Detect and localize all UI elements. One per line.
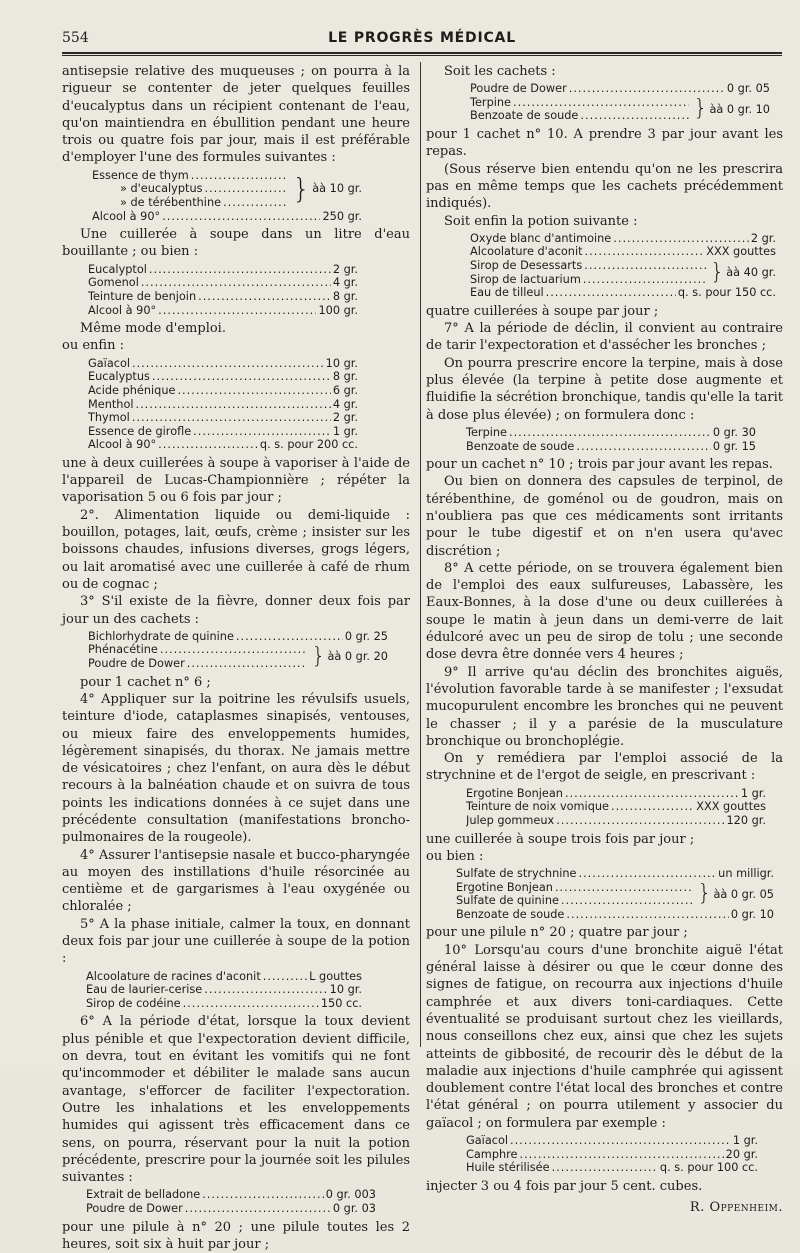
paragraph: 3° S'il existe de la fièvre, donner deux fois par jour un des cachets : [62, 594, 410, 627]
ingredient-quantity: 1 gr. [732, 1134, 758, 1148]
paragraph: injecter 3 ou 4 fois par jour 5 cent. cubes. [426, 1178, 703, 1194]
paragraph: On y remédiera par l'emploi associé de la strychnine et de l'ergot de seigle, en prescrivant : [426, 751, 783, 784]
prescription-inhalation-1 [92, 169, 362, 223]
ingredient-name: Essence de girofle [88, 424, 192, 438]
paragraph: On pourra prescrire encore la terpine, mais à dose plus élevée (la terpine à petite dose augmente et fluidifie la sécrétion bronchique, tandis qu'elle la tarit à dose plus élevée) ; on formulera donc : [426, 355, 783, 423]
paragraph: pour une pilule à n° 20 ; une pilule toutes les 2 heures, soit six à huit par jour ; [62, 1219, 410, 1252]
paragraph: 2°. Alimentation liquide ou demi-liquide : bouillon, potages, lait, œufs, crème ; insister sur les boissons chaudes, infusions diverses, grogs légers, ou lait aromatisé avec une cuillerée à café de rhum ou de cognac ; [62, 507, 410, 592]
brace: } [311, 644, 326, 670]
paragraph: Soit les cachets : [444, 64, 556, 79]
prescription-inhalation-3 [88, 357, 358, 452]
prescription-line [466, 1134, 758, 1148]
ingredient-name: Terpine [466, 425, 507, 439]
paragraph: ou enfin : [62, 338, 124, 354]
ingredient-name: Eucalyptol [88, 262, 147, 276]
paragraph: 4° Assurer l'antisepsie nasale et bucco-pharyngée au moyen des instillations d'huile résorcinée au centième et de gargarismes à l'eau oxygénée ou chloralée ; [62, 847, 410, 915]
paragraph: pour 1 cachet n° 6 ; [80, 674, 211, 690]
ingredient-name: Acide phénique [88, 383, 176, 397]
ingredient-quantity: 250 gr. [322, 209, 362, 223]
ingredient-quantity: 10 gr. [329, 983, 362, 997]
ingredient-name: Sulfate de quinine [456, 894, 559, 908]
prescription-line [86, 1188, 376, 1202]
prescription-line [466, 1161, 758, 1175]
prescription-line [86, 1202, 376, 1216]
prescription-cough-potion [86, 970, 362, 1011]
prescription-inhalation-2 [88, 263, 358, 317]
prescription-ergotine-julep [466, 787, 766, 828]
prescription-pills [86, 1188, 376, 1215]
ingredient-quantity: 1 gr. [332, 424, 358, 438]
ingredient-quantity: 4 gr. [332, 397, 358, 411]
header-rule-thick [62, 52, 782, 54]
brace: } [693, 96, 708, 122]
ingredient-name: Alcoolature de racines d'aconit [86, 969, 261, 983]
paragraph: ou bien : [426, 848, 484, 864]
paragraph: 8° A cette période, on se trouvera également bien de l'emploi des eaux sulfureuses, Labassère, les Eaux-Bonnes, à la dose d'une ou deux cuillerées à soupe le matin à jeun dans un demi-verre de lait édulcoré avec un peu de sirop de tolu ; une seconde dose devra être donnée vers 4 heures ; [426, 560, 783, 663]
paragraph: 5° A la phase initiale, calmer la toux, en donnant deux fois par jour une cuillerée à soupe de la potion : [62, 916, 410, 967]
paragraph: une cuillerée à soupe trois fois par jour ; [426, 831, 695, 847]
brace: } [697, 881, 712, 907]
ingredient-name: » d'eucalyptus [120, 182, 203, 196]
ingredient-name: Sirop de Desessarts [470, 259, 583, 273]
prescription-line [466, 1148, 758, 1162]
ingredient-quantity: 2 gr. [332, 411, 358, 425]
paragraph: pour une pilule n° 20 ; quatre par jour ; [426, 925, 688, 941]
prescription-line [88, 438, 358, 452]
right-column [426, 63, 783, 1216]
prescription-line [88, 384, 358, 398]
page-number: 554 [62, 30, 89, 46]
brace: } [710, 259, 725, 285]
prescription-line [88, 425, 358, 439]
paragraph: 9° Il arrive qu'au déclin des bronchites aiguës, l'évolution favorable tarde à se manifester ; l'exsudat mucopurulent encombre les bronches qui ne peuvent le chasser ; il y a parésie de la musculature bronchique ou bronchoplégie. [426, 664, 783, 749]
ingredient-quantity: 100 gr. [318, 303, 358, 317]
prescription-antimony-potion [470, 232, 776, 300]
prescription-line [466, 426, 756, 440]
author-signature: R. Oppenheim. [689, 1200, 783, 1216]
prescription-line [466, 800, 766, 814]
ingredient-name: Oxyde blanc d'antimoine [470, 231, 612, 245]
ingredient-name: Poudre de Dower [86, 1202, 183, 1216]
ingredient-name: Poudre de Dower [470, 82, 567, 96]
prescription-line [466, 787, 766, 801]
prescription-cachets-fever [88, 630, 388, 671]
paragraph: Soit enfin la potion suivante : [444, 213, 638, 229]
prescription-line [88, 276, 358, 290]
prescription-line [88, 370, 358, 384]
ingredient-quantity: 6 gr. [332, 383, 358, 397]
left-column [62, 63, 410, 1253]
ingredient-quantity: 0 gr. 03 [332, 1202, 376, 1216]
brace: } [292, 172, 311, 206]
ingredient-quantity: 4 gr. [332, 276, 358, 290]
ingredient-name: Eau de laurier-cerise [86, 983, 203, 997]
ingredient-quantity: àà 40 gr. [726, 265, 776, 279]
ingredient-quantity: àà 10 gr. [312, 182, 362, 196]
prescription-line [466, 814, 766, 828]
ingredient-quantity: L gouttes [309, 969, 362, 983]
ingredient-quantity: 0 gr. 003 [325, 1188, 376, 1202]
ingredient-quantity: 0 gr. 05 [726, 82, 770, 96]
ingredient-quantity: 0 gr. 30 [712, 425, 756, 439]
ingredient-name: Julep gommeux [466, 813, 555, 827]
ingredient-name: Alcool à 90° [92, 209, 161, 223]
ingredient-name: Gaïacol [88, 356, 130, 370]
prescription-line [88, 263, 358, 277]
ingredient-quantity: 0 gr. 15 [712, 439, 756, 453]
prescription-line [86, 997, 362, 1011]
ingredient-quantity: 10 gr. [325, 356, 358, 370]
ingredient-name: Thymol [88, 411, 130, 425]
ingredient-name: Benzoate de soude [456, 907, 565, 921]
ingredient-name: Eucalyptus [88, 370, 150, 384]
ingredient-name: Sirop de codéine [86, 996, 181, 1010]
prescription-line [86, 983, 362, 997]
paragraph: Même mode d'emploi. [80, 321, 226, 337]
ingredient-quantity: àà 0 gr. 10 [709, 102, 770, 116]
prescription-terpine-cachets [466, 426, 756, 453]
ingredient-quantity: 120 gr. [726, 813, 766, 827]
ingredient-name: Extrait de belladone [86, 1188, 201, 1202]
ingredient-name: » de térébenthine [120, 195, 222, 209]
paragraph: Une cuillerée à soupe dans un litre d'eau bouillante ; ou bien : [62, 227, 410, 260]
paragraph: 10° Lorsqu'au cours d'une bronchite aiguë l'état général laisse à désirer ou que le cœur donne des signes de fatigue, on recourra aux injections d'huile camphrée et aux divers toni-cardiaques. Cette éventualité se produisant surtout chez les vieillards, nous conseillons chez eux, ainsi que chez les sujets atteints de gibbosité, de recourir dès le début de la maladie aux injections d'huile camphrée qui agissent doublement contre l'état local des bronches et contre l'état général ; on pourra utilement y associer du gaïacol ; on formulera par exemple : [426, 942, 783, 1131]
prescription-line [88, 304, 358, 318]
prescription-camphor-oil [466, 1134, 758, 1175]
prescription-line [88, 357, 358, 371]
ingredient-name: Phénacétine [88, 643, 158, 657]
ingredient-quantity: 8 gr. [332, 289, 358, 303]
ingredient-name: Sirop de lactuarium [470, 272, 581, 286]
ingredient-quantity: q. s. pour 100 cc. [659, 1161, 758, 1175]
ingredient-name: Alcool à 90° [88, 303, 157, 317]
ingredient-name: Alcool à 90° [88, 438, 157, 452]
column-divider [420, 62, 421, 1047]
ingredient-quantity: àà 0 gr. 05 [713, 887, 774, 901]
prescription-strychnine-pills [456, 867, 774, 921]
paragraph: Ou bien on donnera des capsules de terpinol, de térébenthine, de goménol ou de goudron, mais on n'oubliera pas que ces médicaments sont irritants pour le tube digestif et on n'en usera qu'avec discrétion ; [426, 474, 783, 559]
paragraph: quatre cuillerées à soupe par jour ; [426, 303, 659, 319]
prescription-line [88, 290, 358, 304]
ingredient-quantity: 0 gr. 10 [730, 907, 774, 921]
ingredient-name: Sulfate de strychnine [456, 867, 577, 881]
paragraph: 4° Appliquer sur la poitrine les révulsifs usuels, teinture d'iode, cataplasmes sinapisés, ventouses, ou mieux faire des enveloppements humides, légèrement sinapisés, du thorax. Ne jamais mettre de vésicatoires ; chez l'enfant, on aura dès le début recours à la balnéation chaude et on suivra de tous points les indications données à ce sujet dans une précédente consultation (manifestations broncho-pulmonaires de la rougeole). [62, 691, 410, 846]
ingredient-quantity: 8 gr. [332, 370, 358, 384]
paragraph: pour un cachet n° 10 ; trois par jour avant les repas. [426, 457, 773, 473]
paragraph: 6° A la période d'état, lorsque la toux devient plus pénible et que l'expectoration devient difficile, on devra, tout en évitant les vomitifs qui ne font qu'incommoder et débiliter le malade sans aucun avantage, s'efforcer de faciliter l'expectoration. Outre les inhalations et les enveloppements humides qui agissent très efficacement dans ce sens, on pourra, réservant pour la nuit la potion précédente, prescrire pour la journée soit les pilules suivantes : [62, 1014, 410, 1186]
ingredient-name: Ergotine Bonjean [456, 880, 553, 894]
ingredient-name: Gomenol [88, 276, 139, 290]
ingredient-name: Poudre de Dower [88, 657, 185, 671]
prescription-line [88, 398, 358, 412]
ingredient-name: Gaïacol [466, 1134, 508, 1148]
ingredient-quantity: àà 0 gr. 20 [327, 650, 388, 664]
paragraph: 7° A la période de déclin, il convient au contraire de tarir l'expectoration et d'assécher les bronches ; [426, 321, 783, 354]
ingredient-name: Bichlorhydrate de quinine [88, 629, 234, 643]
page-header [62, 30, 782, 52]
ingredient-name: Terpine [470, 95, 511, 109]
ingredient-name: Eau de tilleul [470, 286, 544, 300]
ingredient-quantity: 1 gr. [740, 786, 766, 800]
ingredient-quantity: 20 gr. [725, 1147, 758, 1161]
ingredient-quantity: un milligr. [718, 867, 774, 881]
ingredient-quantity: q. s. pour 150 cc. [677, 286, 776, 300]
ingredient-quantity: 0 gr. 25 [344, 629, 388, 643]
ingredient-quantity: 150 cc. [320, 996, 362, 1010]
header-rule-thin [62, 55, 782, 56]
ingredient-quantity: XXX gouttes [696, 800, 766, 814]
paragraph: pour 1 cachet n° 10. A prendre 3 par jour avant les repas. [426, 127, 783, 160]
ingredient-name: Ergotine Bonjean [466, 786, 563, 800]
prescription-line [86, 970, 362, 984]
ingredient-quantity: 2 gr. [750, 231, 776, 245]
ingredient-name: Camphre [466, 1147, 518, 1161]
ingredient-name: Essence de thym [92, 168, 189, 182]
paragraph: une à deux cuillerées à soupe à vaporiser à l'aide de l'appareil de Lucas-Championnière ; répéter la vaporisation 5 ou 6 fois par jour ; [62, 455, 410, 506]
ingredient-quantity: XXX gouttes [706, 245, 776, 259]
prescription-cachets-dower [470, 82, 770, 123]
ingredient-name: Benzoate de soude [470, 109, 579, 123]
ingredient-name: Menthol [88, 397, 134, 411]
ingredient-name: Huile stérilisée [466, 1161, 550, 1175]
prescription-line [466, 440, 756, 454]
ingredient-name: Alcoolature d'aconit [470, 245, 583, 259]
paragraph: (Sous réserve bien entendu qu'on ne les prescrira pas en même temps que les cachets précédemment indiqués). [426, 161, 783, 212]
paragraph: antisepsie relative des muqueuses ; on pourra à la rigueur se contenter de jeter quelques feuilles d'eucalyptus dans un récipient contenant de l'eau, qu'on maintiendra en ébullition pendant une heure trois ou quatre fois par jour, mais il est préférable d'employer l'une des formules suivantes : [62, 64, 410, 166]
ingredient-quantity: 2 gr. [332, 262, 358, 276]
ingredient-name: Benzoate de soude [466, 439, 575, 453]
prescription-line [88, 411, 358, 425]
ingredient-quantity: q. s. pour 200 cc. [259, 438, 358, 452]
ingredient-name: Teinture de benjoin [88, 289, 197, 303]
ingredient-name: Teinture de noix vomique [466, 800, 609, 814]
journal-title: LE PROGRÈS MÉDICAL [328, 30, 516, 46]
